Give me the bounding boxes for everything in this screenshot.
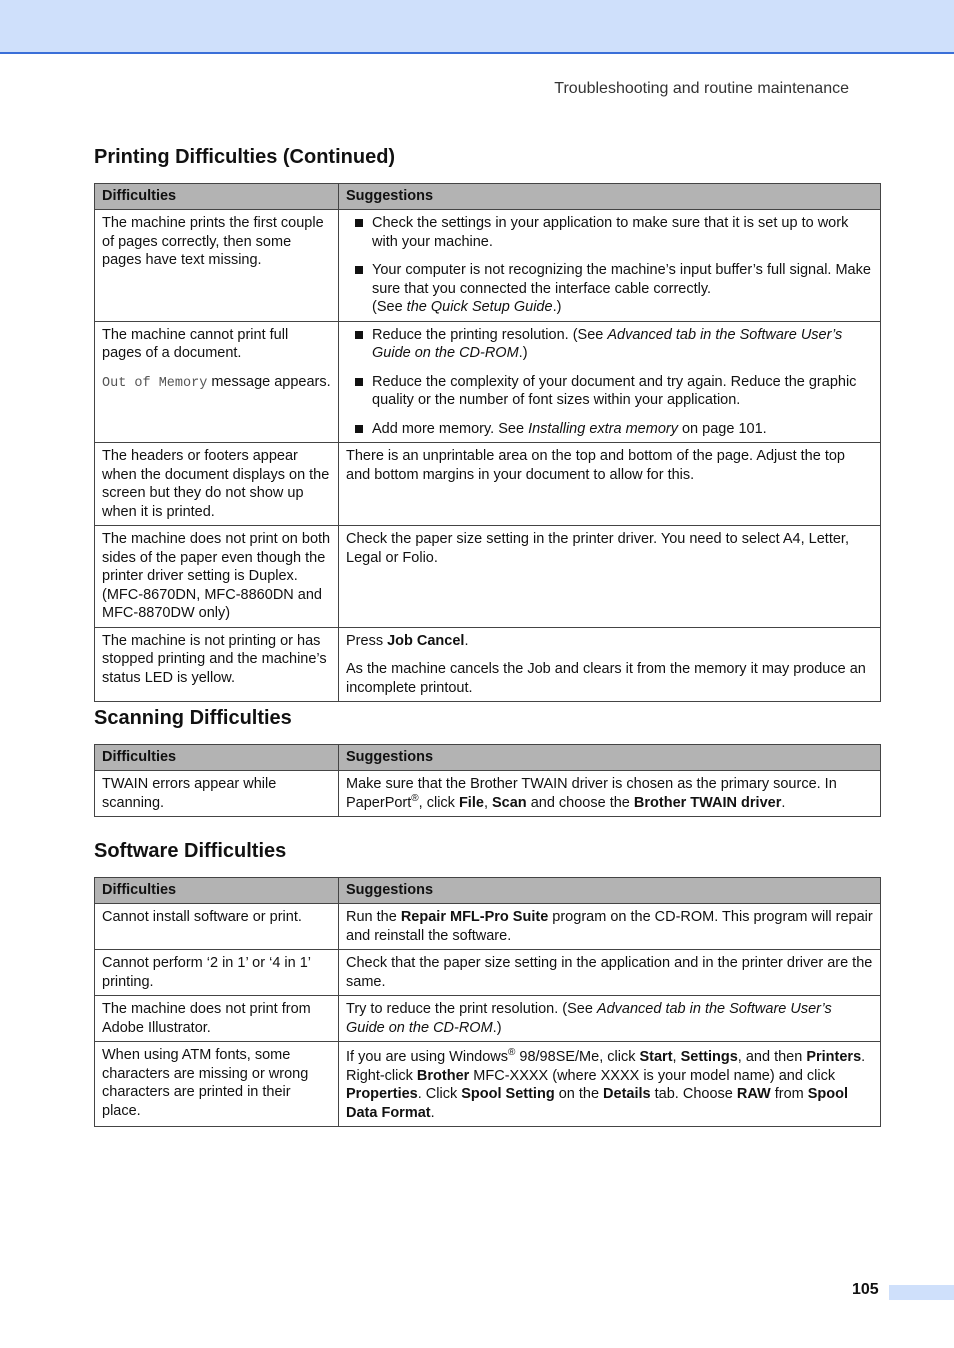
suggestion-cell: Try to reduce the print resolution. (See Advanced tab in the Software User’s Guide on the CD-ROM.) xyxy=(339,996,881,1042)
list-item: Check the settings in your application to make sure that it is set up to work with your machine. xyxy=(346,214,873,251)
running-title: Troubleshooting and routine maintenance xyxy=(554,80,849,97)
difficulty-cell: TWAIN errors appear while scanning. xyxy=(95,771,339,817)
column-header-difficulties: Difficulties xyxy=(95,745,339,771)
suggestion-cell: Press Job Cancel. As the machine cancels the Job and clears it from the memory it may produce an incomplete printout. xyxy=(339,627,881,702)
table-header xyxy=(95,745,881,771)
suggestion-cell: There is an unprintable area on the top and bottom of the page. Adjust the top and bottom margins in your document to allow for this. xyxy=(339,443,881,526)
bullet-square-icon xyxy=(355,378,363,386)
table-row xyxy=(95,627,881,702)
section-title-scanning: Scanning Difficulties xyxy=(94,707,292,729)
column-header-suggestions: Suggestions xyxy=(339,745,881,771)
header-band xyxy=(0,0,954,54)
table-row xyxy=(95,904,881,950)
suggestion-cell: If you are using Windows® 98/98SE/Me, click Start, Settings, and then Printers. Right-click Brother MFC-XXXX (where XXXX is your model name) and click Properties. Click Spool Setting on the Details tab. Choose RAW from Spool Data Format. xyxy=(339,1042,881,1127)
software-difficulties-table xyxy=(94,877,881,1127)
bullet-square-icon xyxy=(355,219,363,227)
table-row xyxy=(95,526,881,628)
table-row xyxy=(95,771,881,817)
column-header-difficulties: Difficulties xyxy=(95,878,339,904)
difficulty-cell: Cannot install software or print. xyxy=(95,904,339,950)
list-item: Your computer is not recognizing the machine’s input buffer’s full signal. Make sure that you connected the interface cable correctly. (See the Quick Setup Guide.) xyxy=(346,261,873,317)
suggestion-cell: Run the Repair MFL-Pro Suite program on the CD-ROM. This program will repair and reinstall the software. xyxy=(339,904,881,950)
suggestion-cell: Check the paper size setting in the printer driver. You need to select A4, Letter, Legal or Folio. xyxy=(339,526,881,628)
suggestion-cell xyxy=(339,210,881,322)
difficulty-cell: The headers or footers appear when the document displays on the screen but they do not show up when it is printed. xyxy=(95,443,339,526)
list-item: Add more memory. See Installing extra memory on page 101. xyxy=(346,420,873,439)
table-row xyxy=(95,1042,881,1127)
error-message-code: Out of Memory xyxy=(102,375,208,391)
difficulty-cell: The machine does not print from Adobe Illustrator. xyxy=(95,996,339,1042)
suggestion-cell: Check that the paper size setting in the application and in the printer driver are the same. xyxy=(339,950,881,996)
bullet-square-icon xyxy=(355,331,363,339)
list-item: Reduce the printing resolution. (See Advanced tab in the Software User’s Guide on the CD-ROM.) xyxy=(346,326,873,363)
suggestion-list xyxy=(346,326,873,439)
table-header xyxy=(95,184,881,210)
difficulty-cell: The machine does not print on both sides of the paper even though the printer driver setting is Duplex. (MFC-8670DN, MFC-8860DN and MFC-8870DW only) xyxy=(95,526,339,628)
table-row xyxy=(95,210,881,322)
difficulty-cell: Cannot perform ‘2 in 1’ or ‘4 in 1’ printing. xyxy=(95,950,339,996)
scanning-difficulties-table xyxy=(94,744,881,817)
difficulty-cell: When using ATM fonts, some characters are missing or wrong characters are printed in their place. xyxy=(95,1042,339,1127)
section-title-software: Software Difficulties xyxy=(94,840,287,862)
column-header-suggestions: Suggestions xyxy=(339,184,881,210)
suggestion-cell xyxy=(339,321,881,443)
difficulty-cell: The machine cannot print full pages of a document. Out of Memory message appears. xyxy=(95,321,339,443)
column-header-difficulties: Difficulties xyxy=(95,184,339,210)
bullet-square-icon xyxy=(355,266,363,274)
page-number: 105 xyxy=(852,1281,879,1298)
list-item: Reduce the complexity of your document and try again. Reduce the graphic quality or the number of font sizes within your application. xyxy=(346,373,873,410)
printing-difficulties-table xyxy=(94,183,881,702)
column-header-suggestions: Suggestions xyxy=(339,878,881,904)
table-row xyxy=(95,443,881,526)
page-tab-marker xyxy=(889,1285,954,1300)
suggestion-cell: Make sure that the Brother TWAIN driver is chosen as the primary source. In PaperPort®, click File, Scan and choose the Brother TWAIN driver. xyxy=(339,771,881,817)
table-row xyxy=(95,950,881,996)
difficulty-cell: The machine is not printing or has stopped printing and the machine’s status LED is yellow. xyxy=(95,627,339,702)
bullet-square-icon xyxy=(355,425,363,433)
table-row xyxy=(95,321,881,443)
table-header xyxy=(95,878,881,904)
difficulty-cell: The machine prints the first couple of pages correctly, then some pages have text missing. xyxy=(95,210,339,322)
table-row xyxy=(95,996,881,1042)
section-title-printing: Printing Difficulties (Continued) xyxy=(94,146,396,168)
suggestion-list xyxy=(346,214,873,317)
